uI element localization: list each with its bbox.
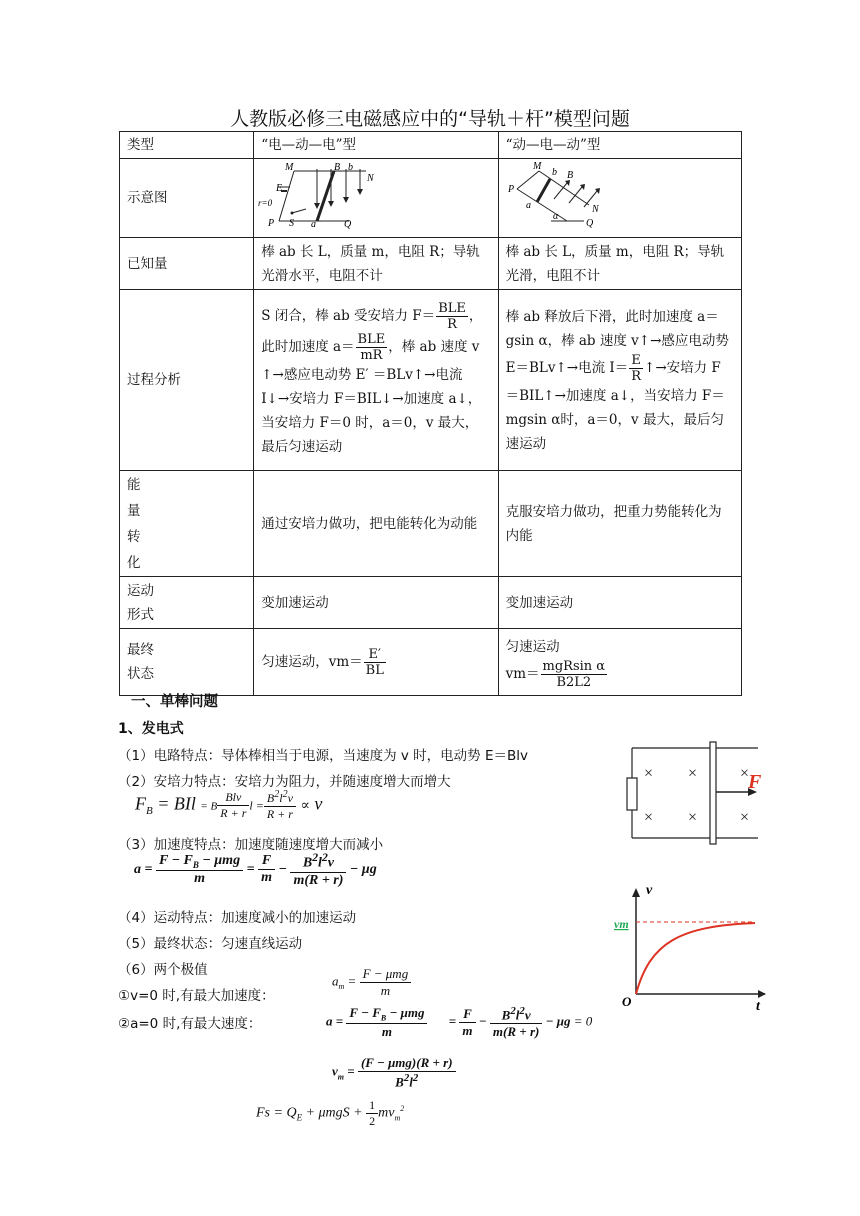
- table-row-motion: [120, 577, 742, 629]
- formula-ampere-force: $F_B$ = BIl = B Blv R + r l = $\frac{B^2l^2v}{R + r}$ ∝ v: [135, 789, 323, 821]
- label-S: S: [289, 218, 295, 229]
- final-label-line: 最终: [127, 642, 154, 658]
- process-2-text-b: ↑→安培力 F＝BIL↑→加速度 a↓，当安培力 F＝mgsin α时，a＝0，v 最大，最后匀速运动: [505, 359, 725, 452]
- schematic-2: [498, 159, 741, 238]
- energy-label: [120, 471, 254, 577]
- energy-label-char: 化: [127, 554, 141, 571]
- motion-label: [120, 577, 254, 629]
- header-type-2: “动—电—动”型: [498, 132, 741, 159]
- final-2-vm: vm＝: [505, 665, 540, 682]
- energy-2: 克服安培力做功，把重力势能转化为内能: [498, 471, 741, 577]
- table-row-known: [120, 238, 742, 290]
- process-1-text-c: 此时加速度 a＝: [261, 339, 355, 355]
- label-B: B: [334, 162, 341, 173]
- header-type: 类型: [120, 132, 254, 159]
- table-row-final: [120, 629, 742, 696]
- table-row-schematic: [120, 159, 742, 238]
- axis-t: t: [756, 999, 760, 1014]
- known-2: 棒 ab 长 L，质量 m，电阻 R；导轨光滑，电阻不计: [498, 238, 741, 290]
- known-label: 已知量: [120, 238, 254, 290]
- frac-den: R: [447, 317, 457, 332]
- motion-label-line: 形式: [127, 606, 154, 623]
- svg-text:×: ×: [688, 809, 698, 826]
- known-1: 棒 ab 长 L，质量 m，电阻 R；导轨光滑水平，电阻不计: [254, 238, 498, 290]
- label-E: E: [276, 183, 283, 194]
- energy-1: 通过安培力做功，把电能转化为动能: [254, 471, 498, 577]
- label-alpha: α: [552, 211, 558, 222]
- frac-num: E: [629, 353, 643, 369]
- fraction-a: [356, 332, 388, 363]
- final-label-line: 状态: [127, 666, 154, 682]
- process-2-text-a: 棒 ab 释放后下滑，此时加速度 a＝gsin α，棒 ab 速度 v↑→感应电动势 E＝BLv↑→电流 I＝: [505, 308, 729, 376]
- fraction-I: [629, 353, 643, 384]
- label-M2: M: [532, 161, 541, 172]
- process-1-text-d: ，棒 ab 速度 v: [388, 339, 480, 355]
- formula-amax: $a_m$ = F − μmg m: [332, 966, 411, 999]
- table-row-process: [120, 290, 742, 471]
- fraction-F: [436, 301, 468, 332]
- process-1-text-a: S 闭合，棒 ab 受安培力 F＝: [261, 308, 436, 324]
- schematic-label: 示意图: [120, 159, 254, 238]
- frac-num: BLE: [357, 332, 386, 347]
- label-Q2: Q: [585, 218, 593, 229]
- svg-text:×: ×: [644, 765, 654, 782]
- frac-den: BL: [365, 662, 384, 678]
- label-M: M: [285, 162, 294, 173]
- rail-diagram-2: [499, 159, 728, 229]
- schematic-1: [254, 159, 498, 238]
- label-P2: P: [507, 184, 514, 195]
- table-row-energy: [120, 471, 742, 577]
- energy-label-char: 能: [127, 476, 141, 493]
- svg-text:×: ×: [740, 765, 750, 782]
- process-2: [498, 290, 741, 471]
- svg-text:×: ×: [644, 809, 654, 826]
- motion-1: 变加速运动: [254, 577, 498, 629]
- subsection-heading: 1、发电式: [118, 721, 184, 737]
- origin-label: O: [622, 994, 632, 1009]
- label-Q: Q: [344, 219, 352, 230]
- circuit-figure: [620, 738, 760, 848]
- final-label: [120, 629, 254, 696]
- motion-label-line: 运动: [127, 582, 154, 599]
- label-a: a: [311, 219, 317, 230]
- text-line: ②a=0 时,有最大速度：: [118, 1016, 262, 1032]
- text-line: （4）运动特点：加速度减小的加速运动: [118, 910, 357, 926]
- velocity-curve: [636, 923, 755, 994]
- text-line: （2）安培力特点：安培力为阻力，并随速度增大而增大: [118, 774, 451, 790]
- label-b2: b: [551, 167, 557, 178]
- magnetic-field-marks: [644, 765, 749, 826]
- fraction-vm1: [364, 647, 386, 678]
- energy-label-char: 转: [127, 528, 141, 545]
- final-2: [498, 629, 741, 696]
- axis-v: v: [646, 883, 653, 898]
- rail-diagram-1: [254, 159, 484, 229]
- section-heading: 一、单棒问题: [131, 694, 218, 710]
- label-B2: B: [566, 170, 573, 181]
- text-line: （1）电路特点：导体棒相当于电源，当速度为 v 时，电动势 E＝Blv: [118, 748, 528, 764]
- table-row-header: [120, 132, 742, 159]
- fraction-vm2: [541, 659, 608, 690]
- frac-den: mR: [360, 348, 383, 363]
- process-1-text-b: ，: [468, 308, 483, 324]
- frac-num: mgRsin α: [542, 658, 606, 674]
- vt-graph: [610, 882, 770, 1012]
- final-1: [254, 629, 498, 696]
- text-line: （6）两个极值: [118, 962, 208, 978]
- svg-text:×: ×: [688, 765, 698, 782]
- frac-num: E′: [364, 647, 386, 663]
- formula-energy: $Fs = Q_E + \mu mgS$ + $\frac{1}{2}$ $mv_m^2$: [256, 1098, 405, 1128]
- process-label: 过程分析: [120, 290, 254, 471]
- label-P: P: [268, 218, 275, 229]
- process-1-text-e: ↑→感应电动势 E′ ＝BLv↑→电流 I↓→安培力 F＝BIL↓→加速度 a↓，当安培力 F＝0 时，a＝0，v 最大，最后匀速运动: [261, 367, 482, 455]
- header-type-1: “电—动—电”型: [254, 132, 498, 159]
- energy-label-char: 量: [127, 502, 141, 519]
- text-line: （5）最终状态：匀速直线运动: [118, 936, 303, 952]
- motion-2: 变加速运动: [498, 577, 741, 629]
- page-title: 人教版必修三电磁感应中的“导轨＋杆”模型问题: [230, 108, 630, 130]
- vm-label: vm: [614, 917, 629, 931]
- formula-a-zero: a = $F - F_B - \mu mg$ m = $\frac{F}{m}$ − $\frac{B^2l^2v}{m(R + r)}$ − μg = 0: [326, 1005, 593, 1040]
- text-line: ①v=0 时,有最大加速度：: [118, 988, 275, 1004]
- frac-num: BLE: [438, 301, 466, 316]
- final-2-text: 匀速运动: [505, 638, 560, 655]
- force-label: F: [748, 771, 762, 793]
- final-1-text: 匀速运动，vm＝: [261, 653, 363, 670]
- frac-den: R: [631, 368, 642, 384]
- formula-acceleration: a = $F - F_B - \mu mg$ m = $\frac{F}{m}$ − $\frac{B^2l^2v}{m(R + r)}$ − μg: [134, 851, 377, 888]
- frac-den: B2L2: [556, 674, 592, 690]
- svg-text:×: ×: [740, 809, 750, 826]
- label-N2: N: [591, 204, 599, 215]
- formula-vmax: $v_m$ = (F − μmg)(R + r) $B^2l^2$: [332, 1055, 456, 1090]
- label-a2: a: [525, 200, 531, 211]
- text-line: （3）加速度特点：加速度随速度增大而减小: [118, 837, 384, 853]
- label-r: r=0: [258, 198, 273, 208]
- label-b: b: [348, 162, 354, 173]
- model-table: [119, 131, 742, 696]
- process-1: [254, 290, 498, 471]
- label-N: N: [367, 173, 374, 184]
